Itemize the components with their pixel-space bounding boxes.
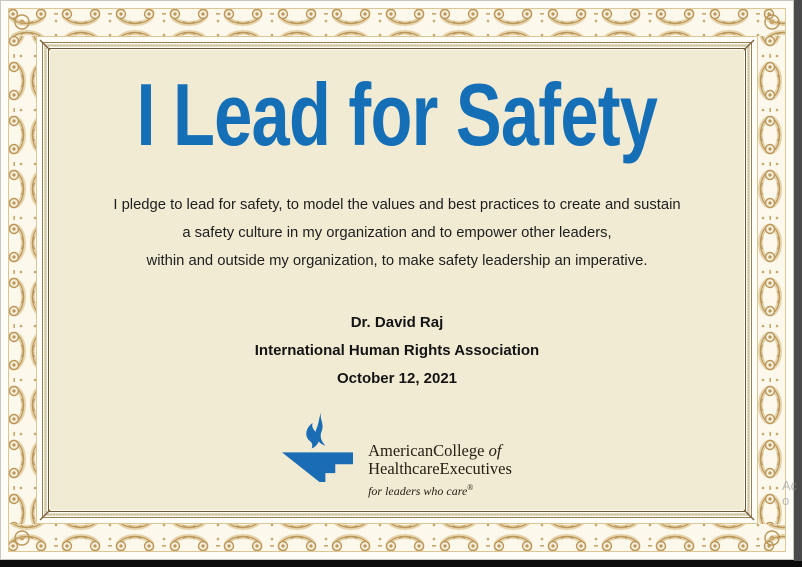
ache-logo-text (368, 442, 512, 498)
organization-name: International Human Rights Association (254, 342, 540, 359)
logo-line1-of: of (484, 441, 502, 460)
certificate-title: I Lead for Safety (136, 65, 658, 164)
pledge-line-1: I pledge to lead for safety, to model the values and best practices to create and sustain (113, 197, 681, 213)
registered-mark-icon: ® (467, 483, 474, 492)
pledge-line-2: a safety culture in my organization and to empower other leaders, (182, 225, 612, 241)
ache-flame-icon (282, 409, 355, 484)
logo-line1 (368, 442, 512, 460)
logo-line1-main: AmericanCollege (368, 441, 485, 460)
certificate-content (51, 51, 743, 509)
logo-line2: HealthcareExecutives (368, 459, 512, 478)
watermark-line-1: Ac (782, 478, 798, 493)
pledge-text (113, 191, 680, 275)
logo-tagline (368, 481, 512, 498)
watermark-line-2: o (782, 493, 790, 508)
recipient-details (255, 309, 539, 393)
window-edge-right (794, 0, 802, 561)
logo-tagline-text: for leaders who care (368, 484, 468, 498)
pledge-line-3: within and outside my organization, to make safety leadership an imperative. (146, 253, 648, 269)
recipient-name: Dr. David Raj (350, 314, 444, 331)
ache-logo (282, 409, 512, 498)
pledge-date: October 12, 2021 (336, 370, 458, 387)
